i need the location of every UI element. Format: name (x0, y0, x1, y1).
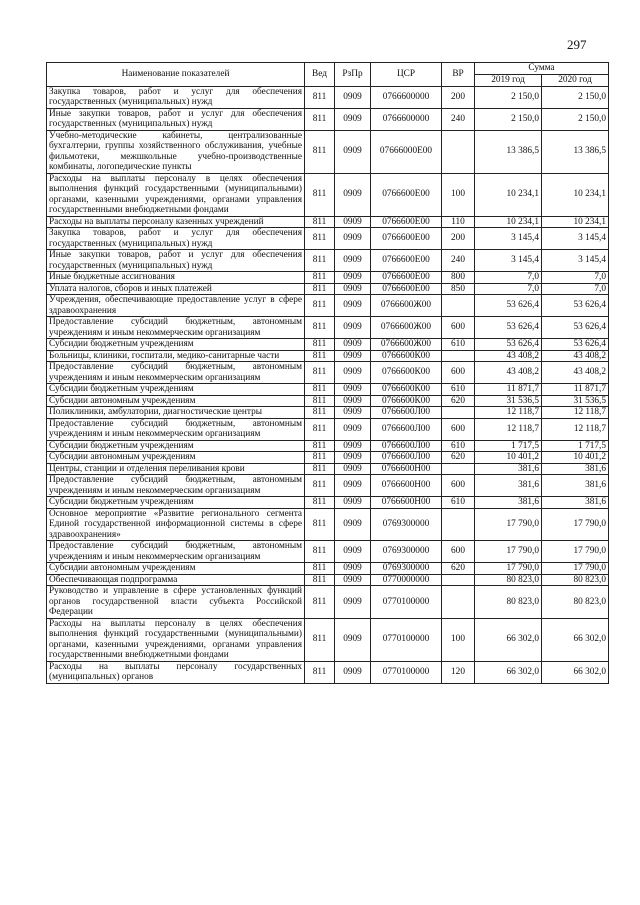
table-row (47, 618, 609, 661)
row-vr (442, 295, 475, 317)
row-name: Субсидии бюджетным учреждениям (47, 440, 305, 452)
row-vr: 800 (442, 272, 475, 284)
row-rzpr: 0909 (335, 228, 371, 250)
table-row (47, 497, 609, 509)
row-csr: 0766600Е00 (371, 216, 442, 228)
row-amount-2020: 66 302,0 (542, 618, 609, 661)
row-vr: 110 (442, 216, 475, 228)
row-ved: 811 (305, 216, 335, 228)
row-rzpr: 0909 (335, 317, 371, 339)
row-amount-2020: 10 234,1 (542, 216, 609, 228)
row-amount-2019: 12 118,7 (475, 418, 542, 440)
row-csr: 0766600Е00 (371, 272, 442, 284)
row-csr: 0766600К00 (371, 362, 442, 384)
row-ved: 811 (305, 440, 335, 452)
row-ved: 811 (305, 508, 335, 541)
row-amount-2020: 1 717,5 (542, 440, 609, 452)
row-vr: 240 (442, 108, 475, 130)
row-csr: 0766600Л00 (371, 440, 442, 452)
row-vr: 610 (442, 497, 475, 509)
row-ved: 811 (305, 563, 335, 575)
row-rzpr: 0909 (335, 339, 371, 351)
row-csr: 0766600Е00 (371, 228, 442, 250)
row-vr: 610 (442, 384, 475, 396)
row-csr: 0766600К00 (371, 350, 442, 362)
row-rzpr: 0909 (335, 440, 371, 452)
row-amount-2019: 53 626,4 (475, 317, 542, 339)
row-vr: 240 (442, 250, 475, 272)
table-row (47, 440, 609, 452)
table-row (47, 108, 609, 130)
row-amount-2019: 11 871,7 (475, 384, 542, 396)
row-amount-2020: 53 626,4 (542, 295, 609, 317)
row-amount-2020: 17 790,0 (542, 563, 609, 575)
row-amount-2019: 3 145,4 (475, 228, 542, 250)
page-number: 297 (567, 37, 587, 52)
row-vr (442, 350, 475, 362)
row-rzpr: 0909 (335, 384, 371, 396)
row-rzpr: 0909 (335, 108, 371, 130)
row-name: Предоставление субсидий бюджетным, автономным учреждениям и иным некоммерческим организациям (47, 475, 305, 497)
row-name: Предоставление субсидий бюджетным, автономным учреждениям и иным некоммерческим организациям (47, 317, 305, 339)
row-amount-2020: 12 118,7 (542, 418, 609, 440)
row-amount-2020: 17 790,0 (542, 508, 609, 541)
row-csr: 0766600К00 (371, 395, 442, 407)
row-csr: 0766600Н00 (371, 475, 442, 497)
row-amount-2020: 53 626,4 (542, 339, 609, 351)
row-amount-2020: 10 401,2 (542, 452, 609, 464)
row-amount-2019: 53 626,4 (475, 339, 542, 351)
row-amount-2019: 43 408,2 (475, 350, 542, 362)
row-amount-2019: 31 536,5 (475, 395, 542, 407)
row-name: Закупка товаров, работ и услуг для обеспечения государственных (муниципальных) нужд (47, 228, 305, 250)
row-csr: 0770100000 (371, 586, 442, 619)
table-row (47, 574, 609, 586)
header-year-2019: 2019 год (475, 75, 542, 87)
row-amount-2019: 1 717,5 (475, 440, 542, 452)
row-vr: 600 (442, 475, 475, 497)
row-vr: 610 (442, 339, 475, 351)
row-amount-2019: 80 823,0 (475, 586, 542, 619)
row-amount-2020: 80 823,0 (542, 574, 609, 586)
row-csr: 0770100000 (371, 661, 442, 683)
budget-table (46, 62, 609, 684)
row-amount-2019: 17 790,0 (475, 508, 542, 541)
row-csr: 07666000Е00 (371, 130, 442, 173)
row-vr: 610 (442, 440, 475, 452)
table-row (47, 586, 609, 619)
row-amount-2020: 10 234,1 (542, 173, 609, 216)
row-ved: 811 (305, 407, 335, 419)
row-ved: 811 (305, 661, 335, 683)
row-rzpr: 0909 (335, 173, 371, 216)
row-amount-2019: 43 408,2 (475, 362, 542, 384)
row-csr: 0766600Н00 (371, 463, 442, 475)
row-csr: 0769300000 (371, 541, 442, 563)
row-rzpr: 0909 (335, 283, 371, 295)
row-amount-2019: 10 234,1 (475, 173, 542, 216)
row-vr (442, 586, 475, 619)
row-csr: 0766600000 (371, 108, 442, 130)
row-csr: 0766600Е00 (371, 173, 442, 216)
table-row (47, 475, 609, 497)
row-vr: 620 (442, 395, 475, 407)
row-amount-2020: 7,0 (542, 272, 609, 284)
row-amount-2020: 11 871,7 (542, 384, 609, 396)
row-amount-2020: 43 408,2 (542, 350, 609, 362)
row-amount-2019: 7,0 (475, 283, 542, 295)
row-csr: 0766600К00 (371, 384, 442, 396)
row-name: Основное мероприятие «Развитие регионального сегмента Единой государственной информационной системы в сфере здравоохранения» (47, 508, 305, 541)
row-name: Субсидии бюджетным учреждениям (47, 384, 305, 396)
row-rzpr: 0909 (335, 574, 371, 586)
row-vr: 620 (442, 563, 475, 575)
row-amount-2020: 43 408,2 (542, 362, 609, 384)
row-ved: 811 (305, 541, 335, 563)
row-amount-2020: 13 386,5 (542, 130, 609, 173)
row-ved: 811 (305, 283, 335, 295)
row-ved: 811 (305, 272, 335, 284)
row-rzpr: 0909 (335, 272, 371, 284)
row-ved: 811 (305, 108, 335, 130)
row-name: Предоставление субсидий бюджетным, автономным учреждениям и иным некоммерческим организациям (47, 541, 305, 563)
row-rzpr: 0909 (335, 350, 371, 362)
row-csr: 0766600Л00 (371, 407, 442, 419)
row-name: Уплата налогов, сборов и иных платежей (47, 283, 305, 295)
table-row (47, 339, 609, 351)
row-ved: 811 (305, 452, 335, 464)
row-rzpr: 0909 (335, 362, 371, 384)
row-ved: 811 (305, 586, 335, 619)
row-ved: 811 (305, 362, 335, 384)
row-amount-2020: 17 790,0 (542, 541, 609, 563)
row-rzpr: 0909 (335, 497, 371, 509)
row-amount-2019: 7,0 (475, 272, 542, 284)
row-name: Поликлиники, амбулатории, диагностические центры (47, 407, 305, 419)
row-csr: 0766600Л00 (371, 452, 442, 464)
row-ved: 811 (305, 618, 335, 661)
row-rzpr: 0909 (335, 418, 371, 440)
row-ved: 811 (305, 173, 335, 216)
table-row (47, 362, 609, 384)
row-rzpr: 0909 (335, 250, 371, 272)
row-ved: 811 (305, 339, 335, 351)
row-rzpr: 0909 (335, 395, 371, 407)
row-name: Субсидии автономным учреждениям (47, 395, 305, 407)
row-amount-2019: 66 302,0 (475, 618, 542, 661)
row-vr (442, 574, 475, 586)
row-csr: 0769300000 (371, 563, 442, 575)
row-amount-2019: 10 234,1 (475, 216, 542, 228)
row-name: Предоставление субсидий бюджетным, автономным учреждениям и иным некоммерческим организациям (47, 418, 305, 440)
row-vr (442, 407, 475, 419)
table-row (47, 541, 609, 563)
row-rzpr: 0909 (335, 216, 371, 228)
table-row (47, 228, 609, 250)
row-name: Учебно-методические кабинеты, централизованные бухгалтерии, группы хозяйственного обслуживания, учебные фильмотеки, межшкольные учебно-производственные комбинаты, логопедические пункты (47, 130, 305, 173)
row-amount-2019: 80 823,0 (475, 574, 542, 586)
header-year-2020: 2020 год (542, 75, 609, 87)
table-row (47, 418, 609, 440)
row-name: Расходы на выплаты персоналу государственных (муниципальных) органов (47, 661, 305, 683)
table-row (47, 395, 609, 407)
row-amount-2020: 381,6 (542, 497, 609, 509)
table-row (47, 384, 609, 396)
row-amount-2020: 31 536,5 (542, 395, 609, 407)
row-rzpr: 0909 (335, 86, 371, 108)
row-vr: 600 (442, 418, 475, 440)
row-csr: 0769300000 (371, 508, 442, 541)
table-row (47, 463, 609, 475)
table-row (47, 563, 609, 575)
row-amount-2020: 53 626,4 (542, 317, 609, 339)
row-ved: 811 (305, 295, 335, 317)
row-vr (442, 130, 475, 173)
row-ved: 811 (305, 228, 335, 250)
row-ved: 811 (305, 86, 335, 108)
row-csr: 0766600Л00 (371, 418, 442, 440)
row-rzpr: 0909 (335, 452, 371, 464)
row-ved: 811 (305, 317, 335, 339)
row-name: Субсидии автономным учреждениям (47, 452, 305, 464)
row-name: Иные закупки товаров, работ и услуг для обеспечения государственных (муниципальных) нужд (47, 108, 305, 130)
row-rzpr: 0909 (335, 475, 371, 497)
table-row (47, 452, 609, 464)
row-vr: 100 (442, 173, 475, 216)
row-amount-2019: 53 626,4 (475, 295, 542, 317)
table-row (47, 350, 609, 362)
table-row (47, 250, 609, 272)
row-rzpr: 0909 (335, 586, 371, 619)
row-amount-2020: 381,6 (542, 475, 609, 497)
row-vr: 200 (442, 86, 475, 108)
table-row (47, 272, 609, 284)
row-amount-2019: 17 790,0 (475, 541, 542, 563)
row-name: Центры, станции и отделения переливания крови (47, 463, 305, 475)
row-amount-2020: 2 150,0 (542, 108, 609, 130)
row-amount-2019: 66 302,0 (475, 661, 542, 683)
row-amount-2019: 17 790,0 (475, 563, 542, 575)
row-csr: 0766600Н00 (371, 497, 442, 509)
table-header (47, 63, 609, 87)
row-amount-2019: 381,6 (475, 475, 542, 497)
row-name: Закупка товаров, работ и услуг для обеспечения государственных (муниципальных) нужд (47, 86, 305, 108)
row-amount-2020: 66 302,0 (542, 661, 609, 683)
row-ved: 811 (305, 130, 335, 173)
table-body (47, 86, 609, 683)
row-name: Субсидии бюджетным учреждениям (47, 339, 305, 351)
row-amount-2019: 10 401,2 (475, 452, 542, 464)
row-rzpr: 0909 (335, 508, 371, 541)
table-row (47, 86, 609, 108)
row-amount-2020: 2 150,0 (542, 86, 609, 108)
row-ved: 811 (305, 250, 335, 272)
row-name: Расходы на выплаты персоналу казенных учреждений (47, 216, 305, 228)
row-name: Учреждения, обеспечивающие предоставление услуг в сфере здравоохранения (47, 295, 305, 317)
header-name: Наименование показателей (47, 63, 305, 87)
row-amount-2020: 3 145,4 (542, 250, 609, 272)
row-ved: 811 (305, 418, 335, 440)
row-vr: 600 (442, 541, 475, 563)
row-name: Субсидии автономным учреждениям (47, 563, 305, 575)
row-ved: 811 (305, 384, 335, 396)
row-amount-2019: 3 145,4 (475, 250, 542, 272)
header-csr: ЦСР (371, 63, 442, 87)
table-row (47, 295, 609, 317)
table-row (47, 508, 609, 541)
row-name: Субсидии бюджетным учреждениям (47, 497, 305, 509)
table-row (47, 216, 609, 228)
row-amount-2019: 2 150,0 (475, 108, 542, 130)
row-csr: 0766600Ж00 (371, 339, 442, 351)
row-rzpr: 0909 (335, 130, 371, 173)
row-amount-2019: 2 150,0 (475, 86, 542, 108)
row-csr: 0766600Ж00 (371, 295, 442, 317)
row-name: Предоставление субсидий бюджетным, автономным учреждениям и иным некоммерческим организациям (47, 362, 305, 384)
row-vr: 120 (442, 661, 475, 683)
header-sum: Сумма (475, 63, 609, 75)
row-vr: 600 (442, 317, 475, 339)
row-csr: 0766600Е00 (371, 250, 442, 272)
row-csr: 0766600000 (371, 86, 442, 108)
row-vr: 100 (442, 618, 475, 661)
row-vr (442, 463, 475, 475)
row-csr: 0770100000 (371, 618, 442, 661)
row-amount-2020: 7,0 (542, 283, 609, 295)
row-rzpr: 0909 (335, 541, 371, 563)
row-vr: 200 (442, 228, 475, 250)
table-row (47, 283, 609, 295)
row-rzpr: 0909 (335, 661, 371, 683)
table-row (47, 407, 609, 419)
header-vr: ВР (442, 63, 475, 87)
table-row (47, 317, 609, 339)
row-amount-2020: 80 823,0 (542, 586, 609, 619)
row-name: Расходы на выплаты персоналу в целях обеспечения выполнения функций государственными (муниципальными) органами, казенными учреждениями, органами управления государственными внебюджетными фондами (47, 618, 305, 661)
row-name: Обеспечивающая подпрограмма (47, 574, 305, 586)
row-amount-2020: 381,6 (542, 463, 609, 475)
row-amount-2019: 381,6 (475, 497, 542, 509)
table-row (47, 173, 609, 216)
row-amount-2019: 381,6 (475, 463, 542, 475)
row-name: Больницы, клиники, госпитали, медико-санитарные части (47, 350, 305, 362)
row-name: Иные закупки товаров, работ и услуг для обеспечения государственных (муниципальных) нужд (47, 250, 305, 272)
row-vr: 850 (442, 283, 475, 295)
row-ved: 811 (305, 463, 335, 475)
row-rzpr: 0909 (335, 618, 371, 661)
row-vr (442, 508, 475, 541)
header-rzpr: РзПр (335, 63, 371, 87)
row-rzpr: 0909 (335, 407, 371, 419)
row-vr: 600 (442, 362, 475, 384)
row-name: Иные бюджетные ассигнования (47, 272, 305, 284)
row-rzpr: 0909 (335, 463, 371, 475)
row-csr: 0766600Е00 (371, 283, 442, 295)
row-ved: 811 (305, 574, 335, 586)
row-rzpr: 0909 (335, 563, 371, 575)
table-row (47, 661, 609, 683)
row-ved: 811 (305, 350, 335, 362)
header-ved: Вед (305, 63, 335, 87)
table-row (47, 130, 609, 173)
row-name: Расходы на выплаты персоналу в целях обеспечения выполнения функций государственными (муниципальными) органами, казенными учреждениями, органами управления государственными внебюджетными фондами (47, 173, 305, 216)
row-amount-2019: 13 386,5 (475, 130, 542, 173)
row-ved: 811 (305, 395, 335, 407)
row-name: Руководство и управление в сфере установленных функций органов государственной власти субъекта Российской Федерации (47, 586, 305, 619)
row-csr: 0766600Ж00 (371, 317, 442, 339)
row-ved: 811 (305, 497, 335, 509)
row-rzpr: 0909 (335, 295, 371, 317)
row-vr: 620 (442, 452, 475, 464)
row-amount-2020: 3 145,4 (542, 228, 609, 250)
row-amount-2020: 12 118,7 (542, 407, 609, 419)
row-amount-2019: 12 118,7 (475, 407, 542, 419)
row-csr: 0770000000 (371, 574, 442, 586)
row-ved: 811 (305, 475, 335, 497)
